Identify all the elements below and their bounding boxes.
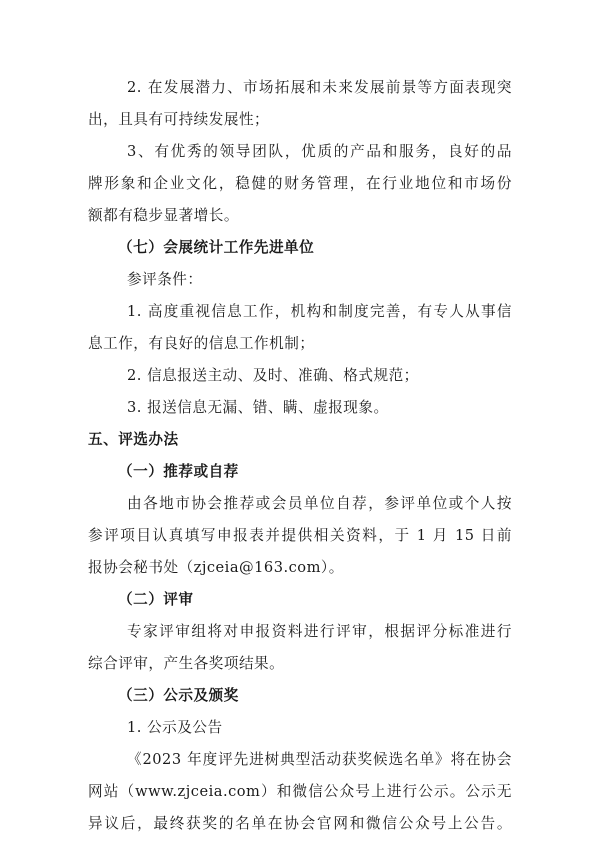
paragraph-line: 3、有优秀的领导团队，优质的产品和服务，良好的品 bbox=[127, 143, 512, 160]
paragraph-line: 报协会秘书处（zjceia@163.com）。 bbox=[88, 559, 344, 576]
paragraph-line: 由各地市协会推荐或会员单位自荐，参评单位或个人按 bbox=[127, 495, 512, 512]
paragraph-line: 1. 高度重视信息工作，机构和制度完善，有专人从事信 bbox=[127, 303, 512, 320]
paragraph-line: 网站（www.zjceia.com）和微信公众号上进行公示。公示无 bbox=[88, 783, 512, 800]
paragraph-line: 2. 在发展潜力、市场拓展和未来发展前景等方面表现突 bbox=[127, 79, 512, 96]
paragraph-line: 《2023 年度评先进树典型活动获奖候选名单》将在协会 bbox=[127, 751, 512, 768]
paragraph-line: 参评项目认真填写申报表并提供相关资料，于 1 月 15 日前 bbox=[88, 527, 512, 544]
paragraph-line: 牌形象和企业文化，稳健的财务管理，在行业地位和市场份 bbox=[88, 175, 512, 192]
chapter-heading: 五、评选办法 bbox=[88, 431, 179, 448]
paragraph-line: 1. 公示及公告 bbox=[127, 719, 223, 736]
paragraph-line: 专家评审组将对申报资料进行评审，根据评分标准进行 bbox=[127, 623, 512, 640]
paragraph-line: 额都有稳步显著增长。 bbox=[88, 207, 239, 224]
paragraph-line: 异议后，最终获奖的名单在协会官网和微信公众号上公告。 bbox=[88, 815, 512, 832]
section-heading: （七）会展统计工作先进单位 bbox=[118, 239, 315, 256]
paragraph-line: 出，且具有可持续发展性； bbox=[88, 111, 270, 128]
paragraph-line: 参评条件： bbox=[127, 271, 203, 288]
paragraph-line: 3. 报送信息无漏、错、瞒、虚报现象。 bbox=[127, 399, 389, 416]
paragraph-line: 综合评审，产生各奖项结果。 bbox=[88, 655, 285, 672]
paragraph-line: 2. 信息报送主动、及时、准确、格式规范； bbox=[127, 367, 419, 384]
section-heading: （三）公示及颁奖 bbox=[118, 687, 239, 704]
section-heading: （一）推荐或自荐 bbox=[118, 463, 239, 480]
paragraph-line: 息工作，有良好的信息工作机制； bbox=[88, 335, 315, 352]
section-heading: （二）评审 bbox=[118, 591, 194, 608]
